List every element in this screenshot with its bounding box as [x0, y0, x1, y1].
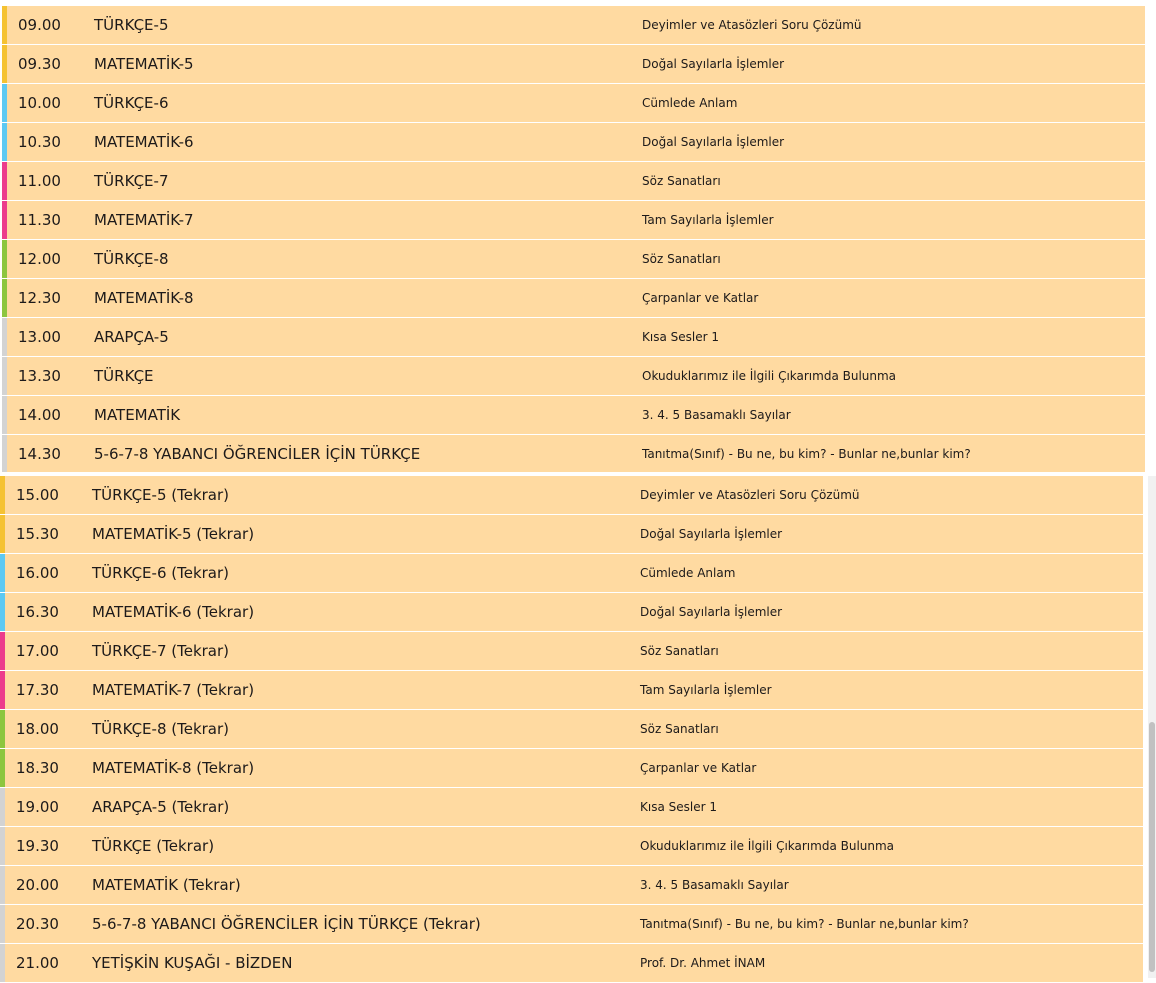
- time-cell: 21.00: [16, 954, 59, 972]
- program-title: MATEMATİK-7: [94, 211, 194, 229]
- time-cell: 12.30: [18, 289, 61, 307]
- schedule-row: [0, 515, 1143, 553]
- schedule-row: [2, 162, 1145, 200]
- time-cell: 20.30: [16, 915, 59, 933]
- grade-8-color-bar: [2, 240, 7, 278]
- schedule-row: [0, 827, 1143, 865]
- program-topic: Doğal Sayılarla İşlemler: [640, 527, 783, 541]
- schedule-row: [0, 788, 1143, 826]
- program-title: TÜRKÇE (Tekrar): [92, 837, 215, 855]
- grade-7-color-bar: [0, 632, 5, 670]
- program-topic: Prof. Dr. Ahmet İNAM: [640, 956, 766, 970]
- time-cell: 14.00: [18, 406, 61, 424]
- grade-5-color-bar: [0, 476, 5, 514]
- program-topic: Doğal Sayılarla İşlemler: [640, 605, 783, 619]
- program-title: TÜRKÇE-5: [94, 16, 169, 34]
- program-title: TÜRKÇE-6 (Tekrar): [92, 564, 230, 582]
- program-title: TÜRKÇE-8: [94, 250, 169, 268]
- schedule-row: [2, 435, 1145, 473]
- schedule-row: [2, 357, 1145, 395]
- time-cell: 11.00: [18, 172, 61, 190]
- program-title: 5-6-7-8 YABANCI ÖĞRENCİLER İÇİN TÜRKÇE (Tekrar): [92, 915, 481, 933]
- schedule-row: [2, 45, 1145, 83]
- program-topic: Kısa Sesler 1: [640, 800, 717, 814]
- program-topic: Deyimler ve Atasözleri Soru Çözümü: [642, 18, 862, 32]
- grade-5-color-bar: [2, 6, 7, 44]
- grade-8-color-bar: [0, 710, 5, 748]
- program-topic: Tanıtma(Sınıf) - Bu ne, bu kim? - Bunlar ne,bunlar kim?: [642, 447, 971, 461]
- general-color-bar: [0, 866, 5, 904]
- program-title: TÜRKÇE-6: [94, 94, 169, 112]
- program-topic: Cümlede Anlam: [640, 566, 736, 580]
- program-topic: Tanıtma(Sınıf) - Bu ne, bu kim? - Bunlar ne,bunlar kim?: [640, 917, 969, 931]
- program-title: TÜRKÇE-7 (Tekrar): [92, 642, 230, 660]
- schedule-row: [0, 944, 1143, 982]
- schedule-row: [2, 201, 1145, 239]
- program-topic: Söz Sanatları: [642, 252, 721, 266]
- program-title: MATEMATİK-6 (Tekrar): [92, 603, 255, 621]
- time-cell: 09.30: [18, 55, 61, 73]
- program-topic: Cümlede Anlam: [642, 96, 738, 110]
- time-cell: 11.30: [18, 211, 61, 229]
- general-color-bar: [0, 905, 5, 943]
- schedule-row: [2, 84, 1145, 122]
- program-title: YETİŞKİN KUŞAĞI - BİZDEN: [92, 954, 293, 972]
- schedule-row: [2, 240, 1145, 278]
- time-cell: 13.30: [18, 367, 61, 385]
- time-cell: 18.30: [16, 759, 59, 777]
- program-title: MATEMATİK-8 (Tekrar): [92, 759, 255, 777]
- grade-7-color-bar: [2, 162, 7, 200]
- program-topic: Okuduklarımız ile İlgili Çıkarımda Bulunma: [642, 369, 897, 383]
- general-color-bar: [0, 827, 5, 865]
- schedule-row: [2, 123, 1145, 161]
- time-cell: 15.00: [16, 486, 59, 504]
- program-topic: 3. 4. 5 Basamaklı Sayılar: [640, 878, 789, 892]
- program-topic: Kısa Sesler 1: [642, 330, 719, 344]
- general-color-bar: [2, 435, 7, 473]
- program-title: TÜRKÇE-5 (Tekrar): [92, 486, 230, 504]
- general-color-bar: [2, 318, 7, 356]
- time-cell: 17.30: [16, 681, 59, 699]
- vertical-scrollbar[interactable]: [1148, 476, 1156, 978]
- program-topic: 3. 4. 5 Basamaklı Sayılar: [642, 408, 791, 422]
- grade-5-color-bar: [0, 515, 5, 553]
- program-topic: Çarpanlar ve Katlar: [640, 761, 757, 775]
- program-topic: Söz Sanatları: [640, 722, 719, 736]
- grade-6-color-bar: [2, 123, 7, 161]
- program-topic: Doğal Sayılarla İşlemler: [642, 135, 785, 149]
- program-topic: Okuduklarımız ile İlgili Çıkarımda Bulunma: [640, 839, 895, 853]
- time-cell: 19.30: [16, 837, 59, 855]
- program-topic: Tam Sayılarla İşlemler: [640, 683, 772, 697]
- grade-6-color-bar: [2, 84, 7, 122]
- time-cell: 15.30: [16, 525, 59, 543]
- schedule-row: [0, 632, 1143, 670]
- schedule-row: [0, 866, 1143, 904]
- grade-6-color-bar: [0, 554, 5, 592]
- schedule-row: [0, 554, 1143, 592]
- schedule-row: [0, 671, 1143, 709]
- time-cell: 10.30: [18, 133, 61, 151]
- time-cell: 20.00: [16, 876, 59, 894]
- grade-8-color-bar: [2, 279, 7, 317]
- time-cell: 16.30: [16, 603, 59, 621]
- program-title: 5-6-7-8 YABANCI ÖĞRENCİLER İÇİN TÜRKÇE: [94, 445, 421, 463]
- program-title: MATEMATİK-7 (Tekrar): [92, 681, 255, 699]
- program-title: MATEMATİK (Tekrar): [92, 876, 241, 894]
- time-cell: 10.00: [18, 94, 61, 112]
- program-title: ARAPÇA-5: [94, 328, 169, 346]
- grade-6-color-bar: [0, 593, 5, 631]
- grade-5-color-bar: [2, 45, 7, 83]
- schedule-row: [0, 710, 1143, 748]
- schedule-row: [0, 593, 1143, 631]
- program-topic: Deyimler ve Atasözleri Soru Çözümü: [640, 488, 860, 502]
- schedule-row: [0, 476, 1143, 514]
- program-topic: Söz Sanatları: [640, 644, 719, 658]
- schedule-row: [2, 318, 1145, 356]
- program-title: TÜRKÇE: [94, 367, 154, 385]
- schedule-row: [2, 6, 1145, 44]
- schedule-table-afternoon: [0, 476, 1143, 983]
- schedule-row: [2, 279, 1145, 317]
- grade-7-color-bar: [0, 671, 5, 709]
- program-title: MATEMATİK: [94, 406, 181, 424]
- program-topic: Çarpanlar ve Katlar: [642, 291, 759, 305]
- program-topic: Doğal Sayılarla İşlemler: [642, 57, 785, 71]
- program-title: MATEMATİK-5 (Tekrar): [92, 525, 255, 543]
- time-cell: 16.00: [16, 564, 59, 582]
- time-cell: 12.00: [18, 250, 61, 268]
- schedule-row: [0, 905, 1143, 943]
- grade-8-color-bar: [0, 749, 5, 787]
- general-color-bar: [0, 944, 5, 982]
- general-color-bar: [2, 357, 7, 395]
- general-color-bar: [0, 788, 5, 826]
- program-topic: Tam Sayılarla İşlemler: [642, 213, 774, 227]
- program-title: TÜRKÇE-8 (Tekrar): [92, 720, 230, 738]
- time-cell: 17.00: [16, 642, 59, 660]
- scrollbar-thumb[interactable]: [1149, 722, 1155, 972]
- program-title: MATEMATİK-6: [94, 133, 194, 151]
- schedule-table-morning: [2, 6, 1145, 474]
- grade-7-color-bar: [2, 201, 7, 239]
- program-title: MATEMATİK-8: [94, 289, 194, 307]
- schedule-row: [2, 396, 1145, 434]
- program-title: ARAPÇA-5 (Tekrar): [92, 798, 230, 816]
- time-cell: 13.00: [18, 328, 61, 346]
- time-cell: 18.00: [16, 720, 59, 738]
- general-color-bar: [2, 396, 7, 434]
- time-cell: 14.30: [18, 445, 61, 463]
- program-title: MATEMATİK-5: [94, 55, 194, 73]
- schedule-row: [0, 749, 1143, 787]
- time-cell: 09.00: [18, 16, 61, 34]
- time-cell: 19.00: [16, 798, 59, 816]
- program-topic: Söz Sanatları: [642, 174, 721, 188]
- program-title: TÜRKÇE-7: [94, 172, 169, 190]
